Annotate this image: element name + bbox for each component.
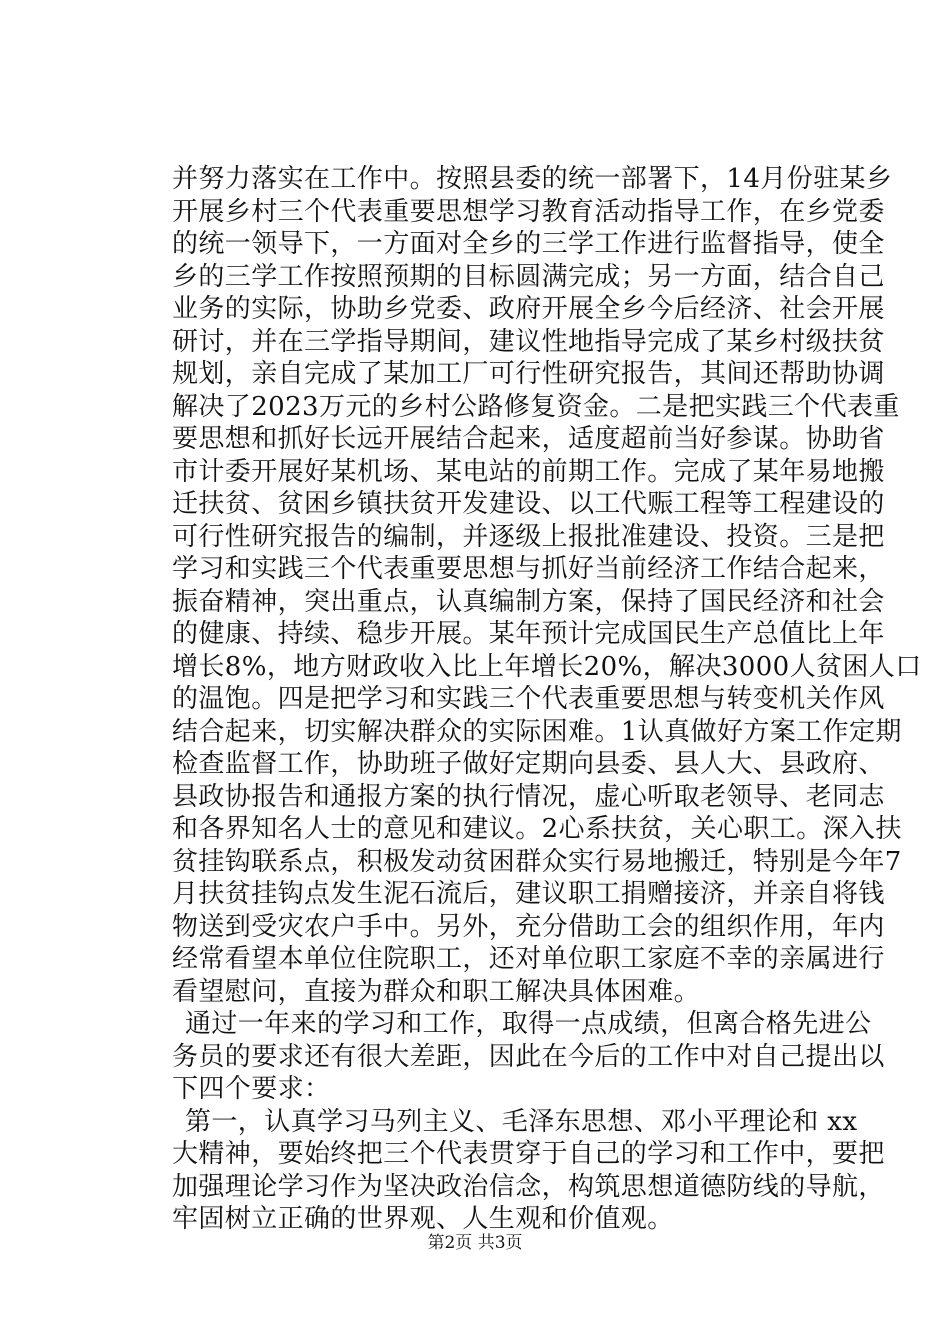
text-line: 规划，亲自完成了某加工厂可行性研究报告，其间还帮助协调 <box>172 359 885 389</box>
text-line: 通过一年来的学习和工作，取得一点成绩，但离合格先进公 <box>185 1009 872 1039</box>
text-line: 解决了2023万元的乡村公路修复资金。二是把实践三个代表重 <box>172 391 900 422</box>
text-line: 市计委开展好某机场、某电站的前期工作。完成了某年易地搬 <box>172 456 885 487</box>
text-line: 牢固树立正确的世界观、人生观和价值观。 <box>172 1204 674 1234</box>
text-line: 的温饱。四是把学习和实践三个代表重要思想与转变机关作风 <box>172 684 885 714</box>
text-line: 经常看望本单位住院职工，还对单位职工家庭不幸的亲属进行 <box>172 944 885 974</box>
text-line: 加强理论学习作为坚决政治信念，构筑思想道德防线的导航， <box>172 1171 885 1202</box>
text-line: 县政协报告和通报方案的执行情况，虚心听取老领导、老同志 <box>172 781 885 812</box>
text-line: 的健康、持续、稳步开展。某年预计完成国民生产总值比上年 <box>172 619 885 649</box>
text-line: 物送到受灾农户手中。另外，充分借助工会的组织作用，年内 <box>172 911 885 942</box>
text-line: 可行性研究报告的编制，并逐级上报批准建设、投资。三是把 <box>172 521 885 552</box>
text-line: 和各界知名人士的意见和建议。2心系扶贫，关心职工。深入扶 <box>172 814 902 844</box>
text-line: 业务的实际，协助乡党委、政府开展全乡今后经济、社会开展 <box>172 294 885 324</box>
text-line: 大精神，要始终把三个代表贯穿于自己的学习和工作中，要把 <box>172 1139 885 1169</box>
text-line: 第一，认真学习马列主义、毛泽东思想、邓小平理论和 xx <box>185 1106 858 1137</box>
text-line: 增长8%，地方财政收入比上年增长20%，解决3000人贫困人口 <box>172 651 922 682</box>
text-line: 学习和实践三个代表重要思想与抓好当前经济工作结合起来， <box>172 554 885 584</box>
text-line: 贫挂钩联系点，积极发动贫困群众实行易地搬迁，特别是今年7 <box>172 846 902 877</box>
text-line: 迁扶贫、贫困乡镇扶贫开发建设、以工代赈工程等工程建设的 <box>172 489 885 519</box>
text-line: 振奋精神，突出重点，认真编制方案，保持了国民经济和社会 <box>172 586 885 617</box>
text-line: 并努力落实在工作中。按照县委的统一部署下，14月份驻某乡 <box>172 164 893 194</box>
text-line: 下四个要求： <box>172 1074 331 1104</box>
text-line: 的统一领导下，一方面对全乡的三学工作进行监督指导，使全 <box>172 229 885 259</box>
text-line: 检查监督工作，协助班子做好定期向县委、县人大、县政府、 <box>172 749 885 779</box>
text-line: 务员的要求还有很大差距，因此在今后的工作中对自己提出以 <box>172 1041 885 1072</box>
text-line: 研讨，并在三学指导期间，建议性地指导完成了某乡村级扶贫 <box>172 326 885 357</box>
text-line: 结合起来，切实解决群众的实际困难。1认真做好方案工作定期 <box>172 716 902 747</box>
text-line: 月扶贫挂钩点发生泥石流后，建议职工捐赠接济，并亲自将钱 <box>172 879 885 909</box>
document-body <box>172 163 922 1236</box>
text-line: 乡的三学工作按照预期的目标圆满完成；另一方面，结合自己 <box>172 261 885 292</box>
text-line: 看望慰问，直接为群众和职工解决具体困难。 <box>172 976 701 1007</box>
text-line: 要思想和抓好长远开展结合起来，适度超前当好参谋。协助省 <box>172 424 885 454</box>
text-line: 开展乡村三个代表重要思想学习教育活动指导工作，在乡党委 <box>172 196 885 227</box>
page-footer: 第2页 共3页 <box>427 1233 523 1253</box>
